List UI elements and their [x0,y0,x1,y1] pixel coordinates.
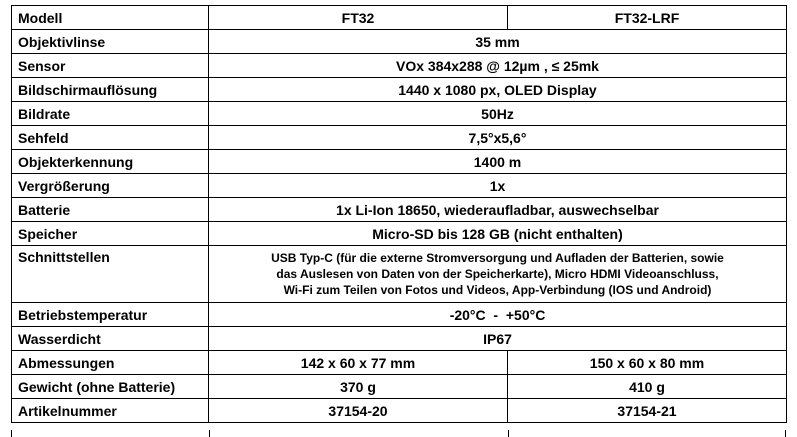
row-value: 35 mm [209,30,787,54]
row-label: Objekterkennung [12,150,209,174]
row-value-a: 37154-20 [209,399,508,423]
row-value-multiline [209,246,787,303]
table-row [12,246,787,303]
row-value-b: 150 x 60 x 80 mm [508,351,787,375]
column-divider [508,430,509,437]
row-value: Micro-SD bis 128 GB (nicht enthalten) [209,222,787,246]
interface-line: USB Typ-C (für die externe Stromversorgung und Aufladen der Batterien, sowie [271,251,724,265]
row-label: Betriebstemperatur [12,303,209,327]
header-label: Modell [12,6,209,30]
row-value: IP67 [209,327,787,351]
row-label: Abmessungen [12,351,209,375]
row-label: Sehfeld [12,126,209,150]
row-label: Batterie [12,198,209,222]
table-bottom-edge [11,430,786,437]
table-row [12,303,787,327]
header-model-b: FT32-LRF [508,6,787,30]
table-row [12,54,787,78]
table-row [12,198,787,222]
row-label: Sensor [12,54,209,78]
table-row [12,351,787,375]
table-row [12,78,787,102]
row-label: Gewicht (ohne Batterie) [12,375,209,399]
header-model-a: FT32 [209,6,508,30]
table-row [12,399,787,423]
table-row [12,30,787,54]
header-row [12,6,787,30]
row-label: Wasserdicht [12,327,209,351]
table-row [12,102,787,126]
row-value: 1440 x 1080 px, OLED Display [209,78,787,102]
interface-line: Wi-Fi zum Teilen von Fotos und Videos, App-Verbindung (IOS und Android) [283,283,712,297]
row-value: 50Hz [209,102,787,126]
row-value-b: 37154-21 [508,399,787,423]
spec-table [11,5,787,423]
table-row [12,327,787,351]
row-label: Artikelnummer [12,399,209,423]
row-value-a: 142 x 60 x 77 mm [209,351,508,375]
table-row [12,222,787,246]
row-value: 1x Li-Ion 18650, wiederaufladbar, auswechselbar [209,198,787,222]
table-row [12,126,787,150]
row-value: -20°C - +50°C [209,303,787,327]
row-label: Bildschirmauflösung [12,78,209,102]
row-value: VOx 384x288 @ 12µm , ≤ 25mk [209,54,787,78]
interface-line: das Auslesen von Daten von der Speicherkarte), Micro HDMI Videoanschluss, [276,267,719,281]
row-label: Bildrate [12,102,209,126]
table-row [12,375,787,399]
row-label: Schnittstellen [12,246,209,303]
table-row [12,174,787,198]
row-value-a: 370 g [209,375,508,399]
row-label: Speicher [12,222,209,246]
row-label: Vergrößerung [12,174,209,198]
table-row [12,150,787,174]
row-value: 1x [209,174,787,198]
column-divider [209,430,210,437]
row-value-b: 410 g [508,375,787,399]
row-label: Objektivlinse [12,30,209,54]
row-value: 1400 m [209,150,787,174]
row-value: 7,5°x5,6° [209,126,787,150]
